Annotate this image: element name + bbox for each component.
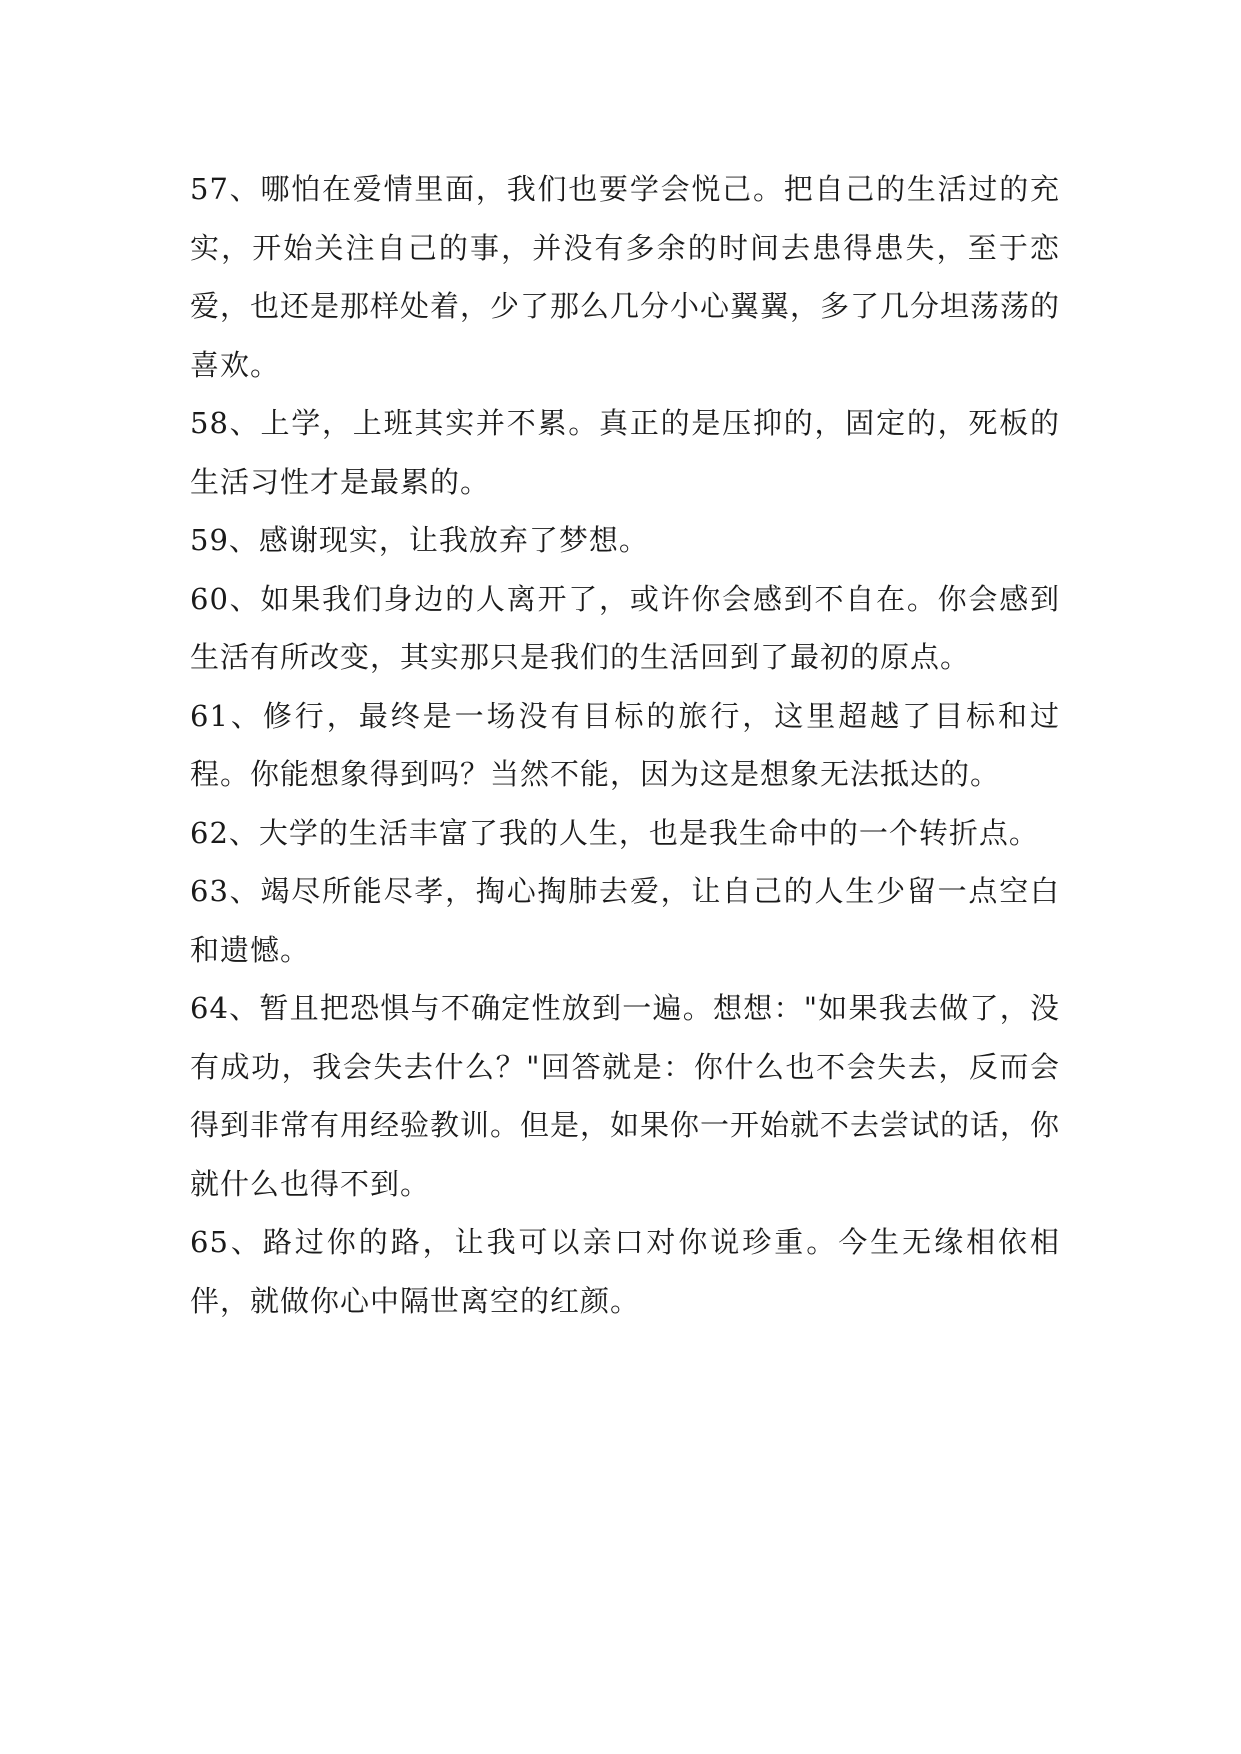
paragraph-64: 64、暂且把恐惧与不确定性放到一遍。想想："如果我去做了，没有成功，我会失去什么？"回答就是：你什么也不会失去，反而会得到非常有用经验教训。但是，如果你一开始就不去尝试的话，你就什么也得不到。	[190, 991, 1061, 1201]
paragraph-61: 61、修行，最终是一场没有目标的旅行，这里超越了目标和过程。你能想象得到吗？当然不能，因为这是想象无法抵达的。	[190, 698, 1060, 791]
paragraph-63: 63、竭尽所能尽孝，掏心掏肺去爱，让自己的人生少留一点空白和遗憾。	[190, 874, 1060, 967]
paragraph-59: 59、感谢现实，让我放弃了梦想。	[190, 523, 649, 557]
paragraph-60: 60、如果我们身边的人离开了，或许你会感到不自在。你会感到生活有所改变，其实那只是我们的生活回到了最初的原点。	[190, 581, 1060, 674]
paragraph-65: 65、路过你的路，让我可以亲口对你说珍重。今生无缘相依相伴，就做你心中隔世离空的红颜。	[190, 1225, 1060, 1318]
document-body	[190, 160, 1060, 1330]
paragraph-58: 58、上学，上班其实并不累。真正的是压抑的，固定的，死板的生活习性才是最累的。	[190, 406, 1060, 499]
paragraph-62: 62、大学的生活丰富了我的人生，也是我生命中的一个转折点。	[190, 815, 1039, 850]
paragraph-57: 57、哪怕在爱情里面，我们也要学会悦己。把自己的生活过的充实，开始关注自己的事，并没有多余的时间去患得患失，至于恋爱，也还是那样处着，少了那么几分小心翼翼，多了几分坦荡荡的喜欢。	[190, 172, 1061, 382]
